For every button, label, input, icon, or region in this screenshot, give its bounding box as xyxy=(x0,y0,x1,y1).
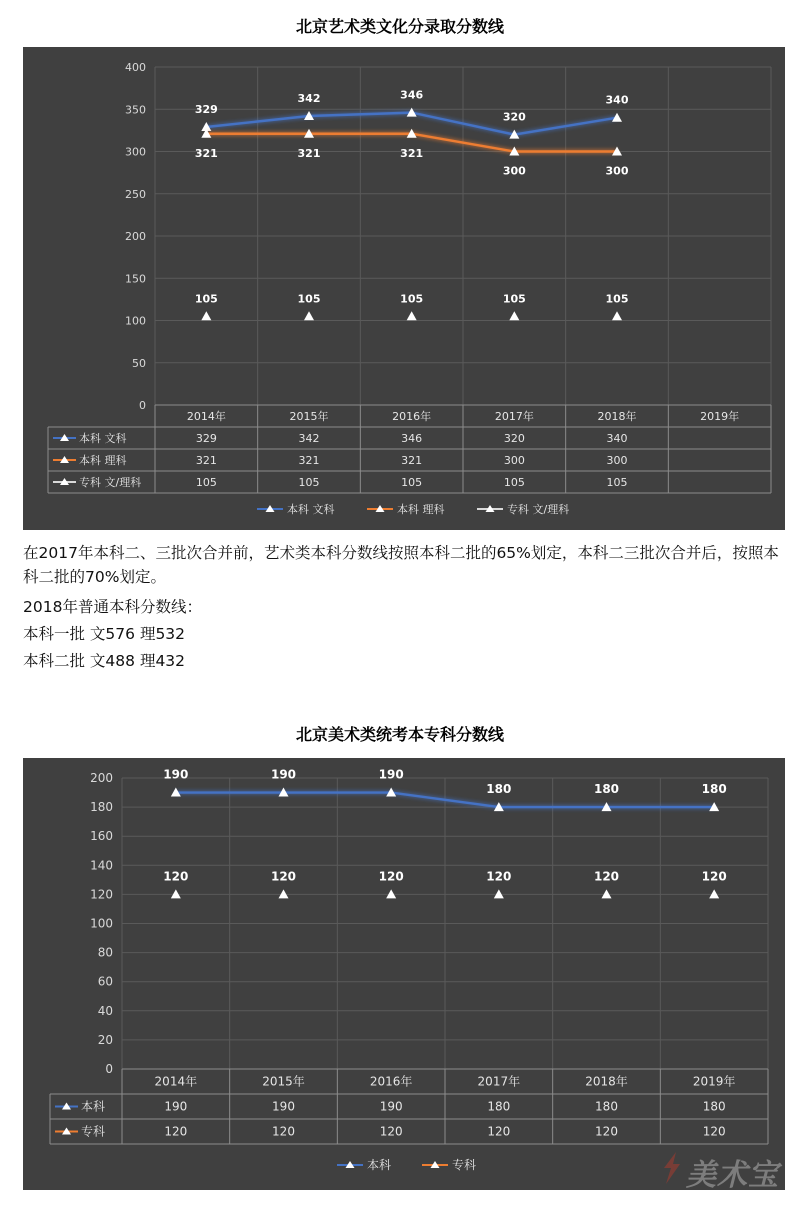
data-label: 346 xyxy=(400,88,424,102)
chart2-title: 北京美术类统考本专科分数线 xyxy=(295,725,504,744)
table-cell: 120 xyxy=(702,1124,726,1139)
data-label: 180 xyxy=(593,782,620,797)
note-line-2: 本科一批 文576 理532 xyxy=(23,625,186,643)
table-row-header: 本科 文科 xyxy=(79,432,127,445)
table-cell: 342 xyxy=(298,432,320,445)
table-header-cell: 2014年 xyxy=(186,410,226,423)
data-label: 190 xyxy=(163,767,189,782)
data-label: 120 xyxy=(378,869,404,884)
table-cell: 120 xyxy=(487,1124,511,1139)
y-tick-label: 120 xyxy=(90,887,113,902)
data-label: 120 xyxy=(163,869,189,884)
table-cell: 321 xyxy=(401,454,423,467)
data-label: 321 xyxy=(194,146,218,160)
y-tick-label: 300 xyxy=(125,145,146,159)
table-cell: 180 xyxy=(702,1099,726,1114)
note-line-3: 本科二批 文488 理432 xyxy=(23,652,186,670)
y-tick-label: 400 xyxy=(125,61,146,74)
table-cell: 346 xyxy=(401,432,423,445)
data-label: 105 xyxy=(400,292,424,306)
table-header-cell: 2018年 xyxy=(585,1074,628,1089)
table-row-header: 本科 理科 xyxy=(79,454,127,467)
y-tick-label: 150 xyxy=(125,272,146,286)
y-tick-label: 350 xyxy=(125,103,146,117)
data-label: 120 xyxy=(701,869,727,884)
data-label: 321 xyxy=(297,146,321,160)
data-label: 105 xyxy=(605,292,629,306)
table-cell: 321 xyxy=(195,454,217,467)
y-tick-label: 100 xyxy=(125,314,146,328)
y-tick-label: 200 xyxy=(90,771,113,785)
data-label: 120 xyxy=(486,869,512,884)
data-label: 180 xyxy=(486,782,512,797)
y-tick-label: 140 xyxy=(90,858,113,873)
table-header-cell: 2016年 xyxy=(392,410,432,423)
table-header-cell: 2019年 xyxy=(700,410,740,423)
data-label: 321 xyxy=(400,146,424,160)
chart2-svg xyxy=(23,758,785,1190)
legend xyxy=(337,1157,476,1172)
watermark-mark-icon xyxy=(658,1150,684,1186)
y-tick-label: 80 xyxy=(97,945,113,960)
table-row-header: 本科 xyxy=(81,1099,106,1114)
legend-entry: 本科 xyxy=(367,1158,392,1172)
watermark-logo xyxy=(652,1142,800,1198)
table-header-cell: 2019年 xyxy=(692,1074,736,1089)
data-label: 190 xyxy=(270,767,297,782)
y-tick-label: 40 xyxy=(97,1003,113,1018)
data-table xyxy=(50,1069,768,1144)
data-label: 190 xyxy=(378,767,404,782)
table-cell: 120 xyxy=(272,1124,295,1139)
data-label: 180 xyxy=(701,782,727,797)
y-tick-label: 160 xyxy=(90,829,113,844)
y-tick-label: 0 xyxy=(139,399,146,412)
y-tick-label: 100 xyxy=(90,916,113,931)
table-header-cell: 2017年 xyxy=(477,1074,521,1089)
data-label: 300 xyxy=(502,164,526,178)
legend-entry: 专科 xyxy=(452,1158,477,1172)
table-cell: 105 xyxy=(401,476,423,489)
y-tick-label: 50 xyxy=(132,356,146,370)
table-cell: 105 xyxy=(606,476,628,489)
chart2-panel xyxy=(23,758,785,1190)
y-tick-label: 200 xyxy=(125,230,146,243)
table-cell: 105 xyxy=(503,476,525,489)
table-cell: 321 xyxy=(298,454,320,467)
y-tick-label: 0 xyxy=(105,1062,113,1076)
legend xyxy=(257,502,569,516)
table-cell: 120 xyxy=(379,1124,403,1139)
table-cell: 190 xyxy=(379,1099,403,1114)
table-cell: 320 xyxy=(503,432,525,445)
table-cell: 120 xyxy=(164,1124,188,1139)
table-cell: 105 xyxy=(298,476,320,489)
table-cell: 300 xyxy=(503,454,525,467)
table-cell: 190 xyxy=(164,1099,188,1114)
data-label: 120 xyxy=(270,869,297,884)
data-table xyxy=(48,405,771,493)
table-header-cell: 2015年 xyxy=(262,1074,305,1089)
watermark-text: 美术宝 xyxy=(686,1158,779,1193)
note-line-1: 2018年普通本科分数线： xyxy=(23,598,202,616)
table-header-cell: 2014年 xyxy=(154,1074,198,1089)
y-tick-label: 60 xyxy=(97,974,113,989)
data-label: 329 xyxy=(194,102,218,116)
data-label: 320 xyxy=(502,110,526,124)
table-cell: 120 xyxy=(595,1124,618,1139)
data-label: 300 xyxy=(605,164,629,178)
data-label: 105 xyxy=(297,292,321,306)
chart1-panel xyxy=(23,47,785,530)
note-paragraph: 在2017年本科二、三批次合并前，艺术类本科分数线按照本科二批的65%划定，本科二三批次合并后，按照本科二批的70%划定。 xyxy=(23,544,779,586)
table-cell: 329 xyxy=(195,432,217,445)
table-row-header: 专科 文/理科 xyxy=(79,476,142,489)
legend-entry: 专科 文/理科 xyxy=(507,503,570,516)
table-header-cell: 2016年 xyxy=(369,1074,413,1089)
chart1-svg xyxy=(23,47,785,530)
data-label: 342 xyxy=(297,92,321,106)
table-header-cell: 2017年 xyxy=(494,410,534,423)
table-cell: 105 xyxy=(195,476,217,489)
chart1-title: 北京艺术类文化分录取分数线 xyxy=(295,17,504,36)
table-row-header: 专科 xyxy=(81,1124,106,1139)
y-tick-label: 180 xyxy=(90,800,113,815)
y-tick-label: 250 xyxy=(125,187,146,201)
table-cell: 300 xyxy=(606,454,628,467)
table-cell: 180 xyxy=(595,1099,618,1114)
table-header-cell: 2018年 xyxy=(597,410,637,423)
table-cell: 180 xyxy=(487,1099,511,1114)
data-label: 105 xyxy=(502,292,526,306)
legend-entry: 本科 文科 xyxy=(287,503,335,516)
data-label: 120 xyxy=(593,869,620,884)
table-header-cell: 2015年 xyxy=(289,410,329,423)
y-tick-label: 20 xyxy=(97,1032,113,1047)
table-cell: 340 xyxy=(606,432,628,445)
data-label: 105 xyxy=(194,292,218,306)
data-label: 340 xyxy=(605,93,629,107)
table-cell: 190 xyxy=(272,1099,295,1114)
legend-entry: 本科 理科 xyxy=(397,503,445,516)
